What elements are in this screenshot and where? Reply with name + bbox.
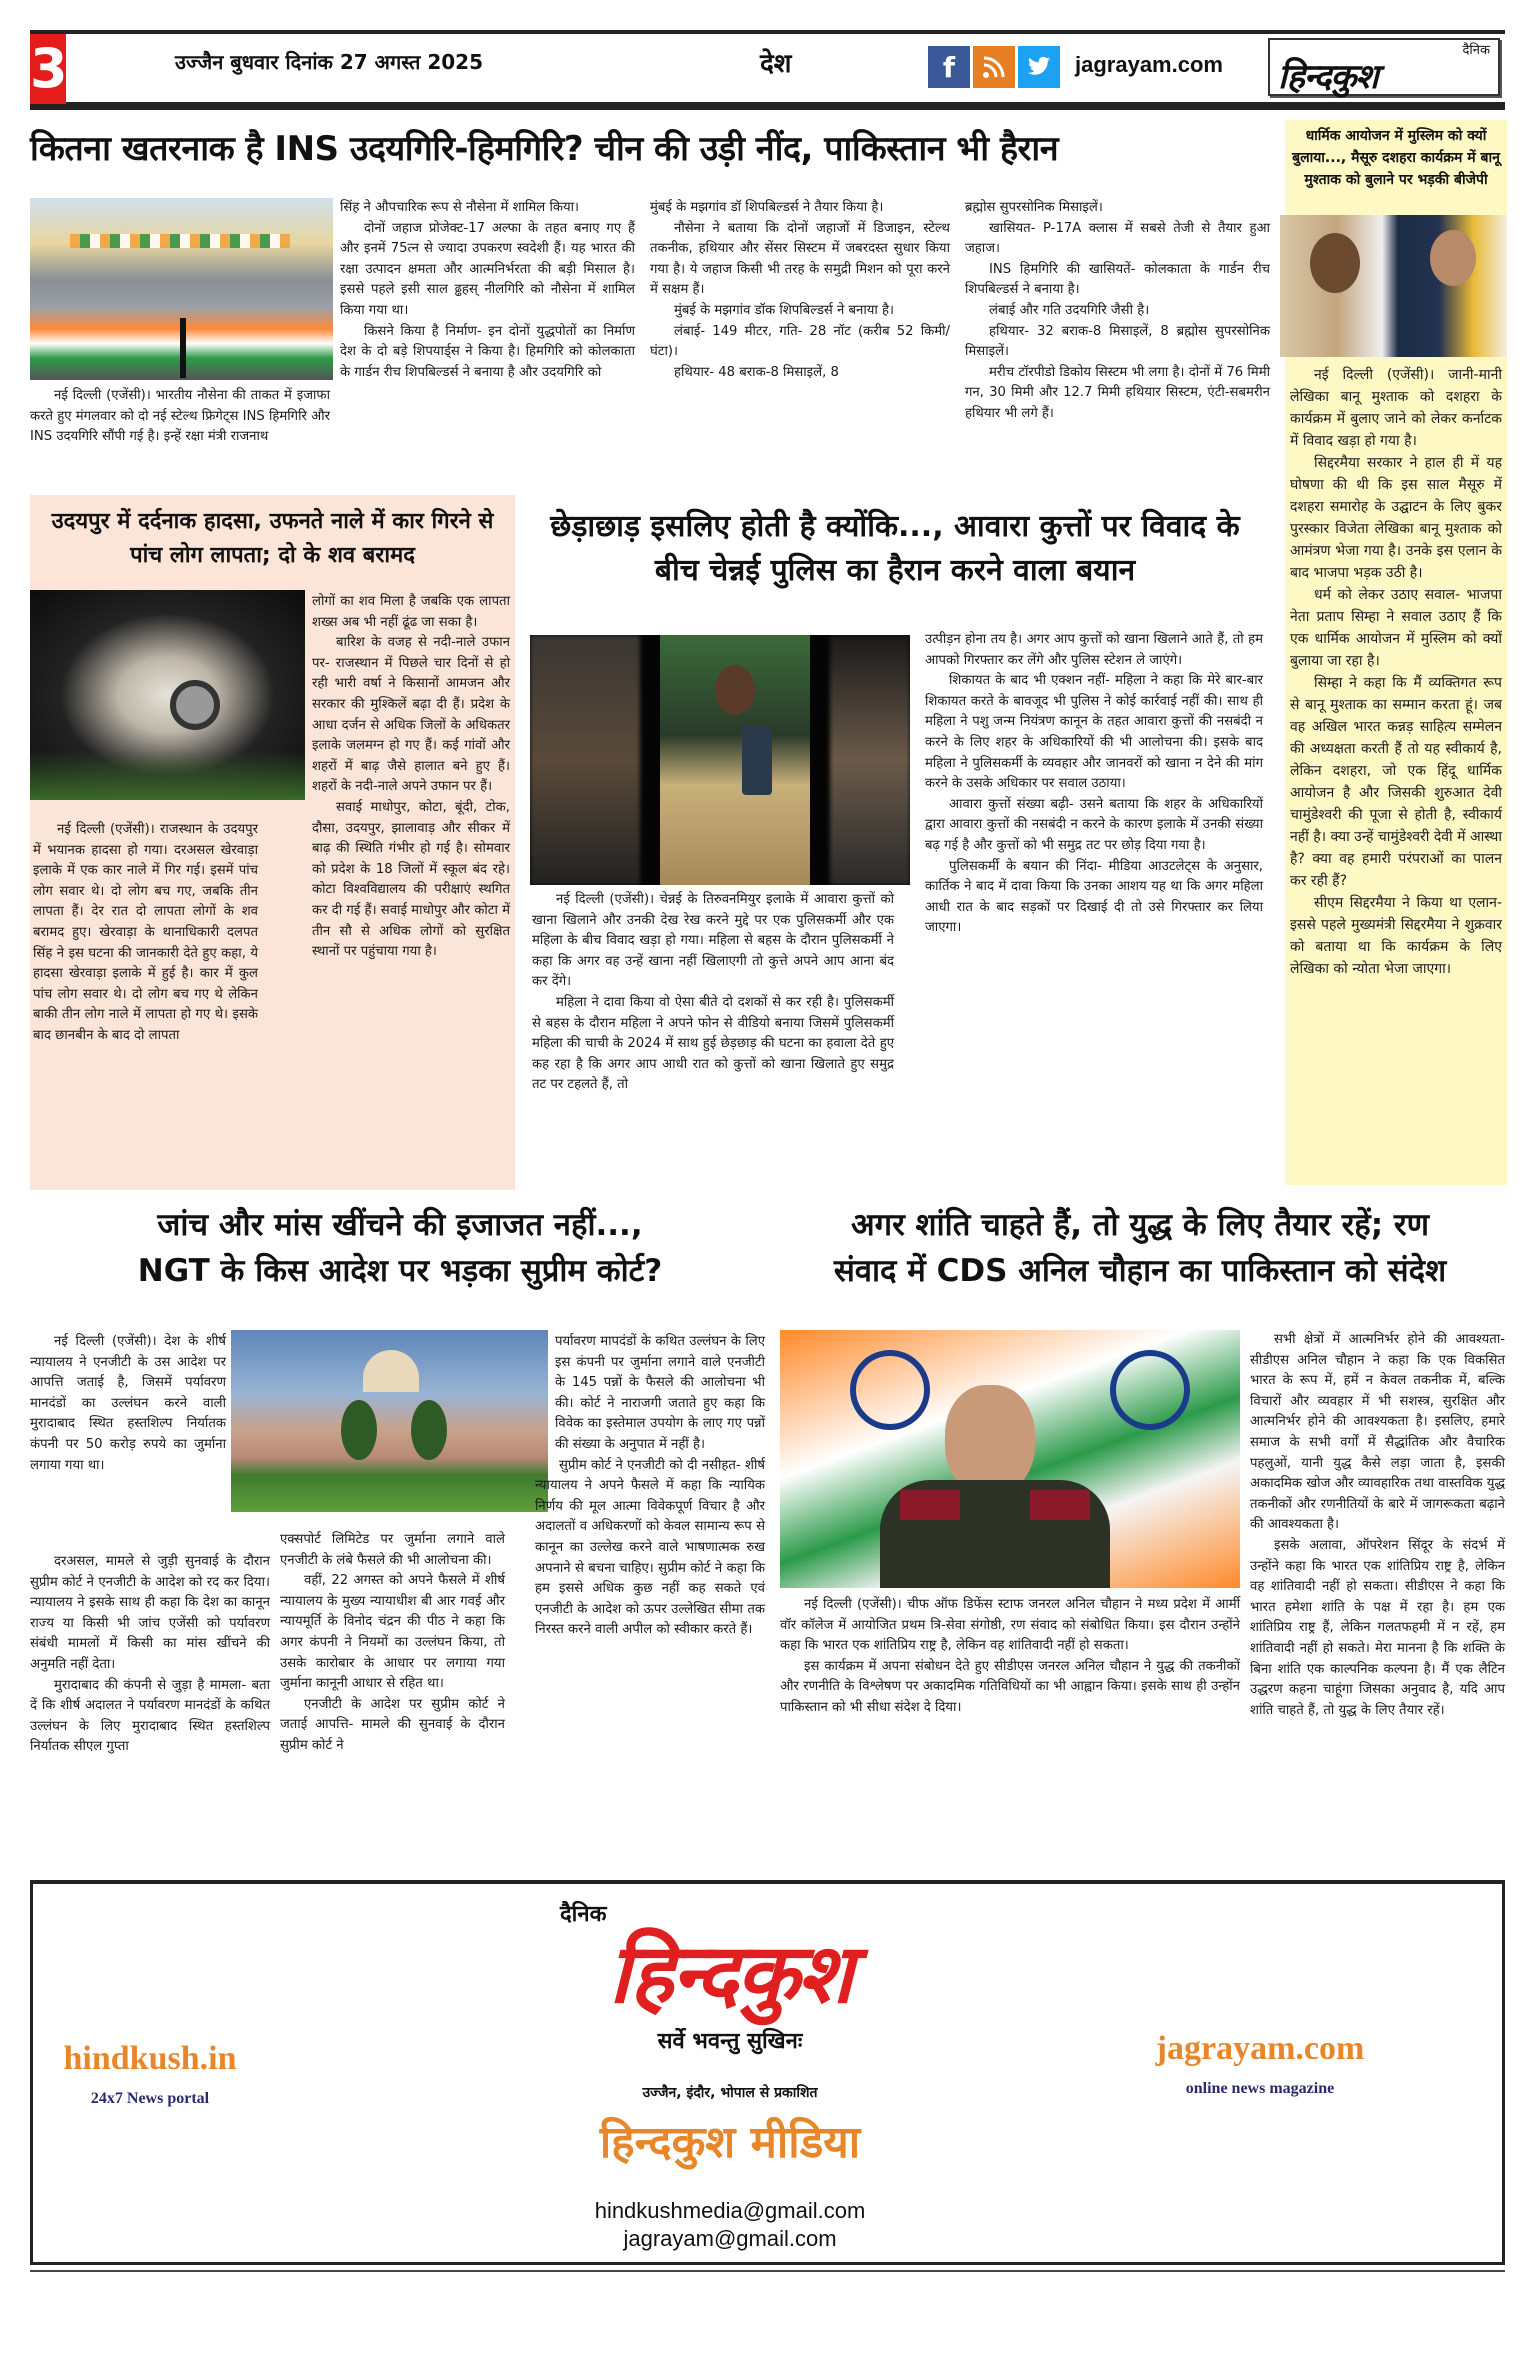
chennai-left-col: नई दिल्ली (एजेंसी)। चेन्नई के तिरुवनमियुर इलाके में आवारा कुत्तों को खाना खिलाने और उनकी देख रेख करने मुद्दे पर एक पुलिसकर्मी और एक महिला के बीच विवाद खड़ा हो गया। महिला से बहस के दौरान पुलिसकर्मी ने कहा कि अगर वह उन्हें खाना नहीं खिलाएगी तो कुत्ते अपने आप आना बंद कर देंगे। महिला ने दावा किया वो ऐसा बीते दो दशकों से कर रही है। पुलिसकर्मी से बहस के दौरान महिला ने अपने फोन से वीडियो बनाया जिसमें पुलिसकर्मी महिला की चाची के 2024 में साथ हुई छेड़छाड़ की घटना का हवाला देते हुए कह रहा है कि अगर आप आधी रात को कुत्तों को खाना खिलाते हुए समुद्र तट पर टहलते हैं, तो: [532, 892, 894, 1093]
ins-headline: कितना खतरनाक है INS उदयगिरि-हिमगिरि? चीन की उड़ी नींद, पाकिस्तान भी हैरान: [30, 129, 1059, 169]
chennai-right-col: उत्पीड़न होना तय है। अगर आप कुत्तों को खाना खिलाने आते हैं, तो हम आपको गिरफ्तार कर लेंगे और पुलिस स्टेशन ले जाएंगे। शिकायत के बाद भी एक्शन नहीं- महिला ने कहा कि मेरे बार-बार शिकायत करते के बावजूद भी पुलिस ने कोई कार्रवाई नहीं की। साथ ही महिला ने पशु जन्म नियंत्रण कानून के तहत आवारा कुत्तों की नसबंदी न करने के लिए शहर के अधिकारियों की भी आलोचना की। इसके बाद महिला ने पुलिसकर्मी के व्यवहार और जानवरों को खाना न देने की मांग करने के उसके अधिकार पर सवाल उठाया। आवारा कुत्तों संख्या बढ़ी- उसने बताया कि शहर के अधिकारियों द्वारा आवारा कुत्तों की नसबंदी न करने के कारण इलाके में उनकी संख्या बढ़ गई है और कुत्तों को भी समुद्र तट पर छोड़ दिया गया है। पुलिसकर्मी के बयान की निंदा- मीडिया आउटलेट्स के अनुसार, कार्तिक ने बाद में दावा किया कि उनका आशय यह था कि अगर महिला आधी रात के बाद सड़कों पर दिखाई दी तो उसे गिरफ्तार कर लिया जाएगा।: [925, 632, 1263, 936]
ad-email-1[interactable]: hindkushmedia@gmail.com: [594, 2198, 866, 2223]
ad-logo-prefix: दैनिक: [560, 1902, 607, 1927]
rss-icon[interactable]: [973, 46, 1015, 88]
cds-headline-line1: अगर शांति चाहते हैं, तो युद्ध के लिए तैयार रहें; रण: [850, 1207, 1430, 1243]
ad-published-from: उज्जैन, इंदौर, भोपाल से प्रकाशित: [642, 2085, 818, 2101]
twitter-icon[interactable]: [1018, 46, 1060, 88]
newspaper-logo: [1268, 38, 1500, 96]
ngt-headline-line1: जांच और मांस खींचने की इजाजत नहीं...,: [157, 1207, 643, 1243]
cds-left-col: नई दिल्ली (एजेंसी)। चीफ ऑफ डिफेंस स्टाफ जनरल अनिल चौहान ने मध्य प्रदेश में आर्मी वॉर कॉलेज में आयोजित प्रथम त्रि-सेवा संगोष्ठी, रण संवाद को संबोधित किया। इस दौरान उन्होंने कहा कि भारत एक शांतिप्रिय राष्ट्र है, लेकिन वह शांतिवादी नहीं हो सकता। इस कार्यक्रम में अपना संबोधन देते हुए सीडीएस जनरल अनिल चौहान ने युद्ध की तकनीकों और रणनीति के विश्लेषण पर अकादमिक गतिविधियों का भी आह्वान किया। इसके साथ ही उन्होंन पाकिस्तान को भी सीधा संदेश दे दिया।: [780, 1597, 1240, 1715]
footer-rule: [30, 2270, 1505, 2272]
ngt-headline-line2: NGT के किस आदेश पर भड़का सुप्रीम कोर्ट?: [137, 1253, 663, 1289]
ngt-headline: [30, 1202, 770, 1294]
section-label: देश: [760, 49, 792, 79]
logo-prefix: दैनिक: [1462, 43, 1490, 58]
logo-name: हिन्दकुश: [1278, 57, 1378, 97]
ship-photo: [30, 198, 333, 380]
ad-email-2[interactable]: jagrayam@gmail.com: [623, 2226, 837, 2251]
ad-logo-name: हिन्दकुश: [608, 1927, 852, 2022]
banu-headline: धार्मिक आयोजन में मुस्लिम को क्यों बुलाया..., मैसूरु दशहरा कार्यक्रम में बानू मुश्ताक को बुलाने पर भड़की बीजेपी: [1292, 128, 1500, 188]
cds-right-col: सभी क्षेत्रों में आत्मनिर्भर होने की आवश्यता-सीडीएस अनिल चौहान ने कहा कि एक विकसित भारत के रूप में, हमें न केवल तकनीक में, बल्कि विचारों और व्यवहार में भी सशस्त्र, सुरक्षित और आत्मनिर्भर होने की आवश्यकता है। इसलिए, हमारे समाज के सभी वर्गों में सैद्धांतिक और वैचारिक पहलुओं, यानी युद्ध कैसे लड़ा जाता है, इसकी अकादमिक खोज और व्यावहारिक तथा वास्तविक युद्ध तकनीकों और रणनीतियों के बारे में जागरूकता बढ़ाने की आवश्यकता है। इसके अलावा, ऑपरेशन सिंदूर के संदर्भ में उन्होंने कहा कि भारत एक शांतिप्रिय राष्ट्र है, लेकिन वह शांतिवादी नहीं हो सकता। सीडीएस ने कहा कि भारत हमेशा शांति के पक्ष में रहा है। हम एक शांतिप्रिय राष्ट्र हैं, लेकिन गलतफहमी में न रहें, हम शांतिवादी नहीं हो सकते। मेरा मानना है कि शक्ति के बिना शांति एक काल्पनिक कल्पना है। मैं एक लैटिन उद्धरण कहना चाहूंगा जिसका अनुवाद है, यदि आप शांति चाहते हैं, तो युद्ध के लिए तैयार रहें।: [1250, 1332, 1505, 1718]
cds-headline-line2: संवाद में CDS अनिल चौहान का पाकिस्तान को संदेश: [833, 1253, 1447, 1289]
cds-anil-chauhan-photo: [780, 1330, 1240, 1588]
udaipur-right-col: लोगों का शव मिला है जबकि एक लापता शख्स अब भी नहीं ढूंढ जा सका है। बारिश के वजह से नदी-नाले उफान पर- राजस्थान में पिछले चार दिनों से हो रही भारी वर्षा ने किसानों आमजन और सरकार की मुश्किलें बढ़ा दी हैं। प्रदेश के आधा दर्जन से अधिक जिलों के अधिकतर इलाके जलमग्न हो गए हैं। कई गांवों और शहरों में बाढ़ जैसे हालात बने हुए हैं। शहरों के नदी-नाले अपने उफान पर हैं। सवाई माधोपुर, कोटा, बूंदी, टोक, दौसा, उदयपुर, झालावाड़ और सीकर में बाढ़ की स्थिति गंभीर हो गई है। सोमवार को प्रदेश के 18 जिलों में स्कूल बंद रहे। कोटा विश्वविद्यालय की परीक्षाएं स्थगित कर दी गई हैं। सवाई माधोपुर और कोटा में तीन सौ से अधिक लोगों को सुरक्षित स्थानों पर पहुंचाया गया है।: [312, 594, 510, 960]
udaipur-left-col: नई दिल्ली (एजेंसी)। राजस्थान के उदयपुर में भयानक हादसा हो गया। दरअसल खेरवाड़ा इलाके में एक कार नाले में गिर गई। इसमें पांच लोग सवार थे। दो लोग बच गए, जबकि तीन लापता हैं। देर रात दो लापता लोगों के शव बरामद हुए। खेरवाड़ा के थानाधिकारी दलपत सिंह ने इस घटना की जानकारी देते हुए कहा, ये हादसा खेरवाड़ा इलाके में हुई है। कार में कुल पांच लोग सवार थे। दो लोग बच गए थे लेकिन बाकी तीन लोग नाले में लापता हो गए थे। इसके बाद छानबीन के बाद दो लापता: [33, 822, 258, 1043]
ngt-col3: पर्यावरण मापदंडों के कथित उल्लंघन के लिए इस कंपनी पर जुर्माना लगाने वाले एनजीटी के 145 पन्नों के फैसले की आलोचना भी की। कोर्ट ने नाराजगी जताते हुए कहा कि विवेक का इस्तेमाल उपयोग के लाए गए पन्नों की संख्या के अनुपात में नहीं है। सुप्रीम कोर्ट ने एनजीटी को दी नसीहत- शीर्ष न्यायालय ने अपने फैसले में कहा कि न्यायिक निर्णय की मूल आत्मा विवेकपूर्ण विचार है और अदालतों व अधिकरणों को केवल सामान्य रूप से कानून का उल्लेख करने वाले भाषणात्मक रुख अपनाने से बचना चाहिए। सुप्रीम कोर्ट ने कहा कि हम इससे अधिक कुछ नहीं कह सकते एवं एनजीटी के आदेश को ऊपर उल्लेखित सीमा तक निरस्त करने वाली अपील को स्वीकार करते हैं।: [535, 1334, 765, 1638]
cds-headline: [775, 1202, 1505, 1294]
ad-left-tagline: 24x7 News portal: [90, 2090, 210, 2107]
politicians-photo: [1280, 215, 1507, 357]
dateline: उज्जैन बुधवार दिनांक 27 अगस्त 2025: [175, 50, 484, 74]
chennai-headline: छेड़ाछाड़ इसलिए होती है क्योंकि..., आवारा कुत्तों पर विवाद के बीच चेन्नई पुलिस का हैरान करने वाला बयान: [550, 509, 1240, 588]
ngt-col1-bottom: दरअसल, मामले से जुड़ी सुनवाई के दौरान सुप्रीम कोर्ट ने एनजीटी के आदेश को रद कर दिया। न्यायालय ने इसके साथ ही कहा कि देश का कानून राज्य या किसी भी जांच एजेंसी को पर्यावरण संबंधी मामलों में किसी का मांस खींचने की अनुमति नहीं देता। मुरादाबाद की कंपनी से जुड़ा है मामला- बता दें कि शीर्ष अदालत ने पर्यावरण मानदंडों के कथित उल्लंघन के लिए मुरादाबाद स्थित हस्तशिल्प निर्यातक सीएल गुप्ता: [30, 1554, 270, 1755]
site-link[interactable]: jagrayam.com: [1075, 52, 1223, 77]
ins-col1: नई दिल्ली (एजेंसी)। भारतीय नौसेना की ताकत में इजाफा करते हुए मंगलवार को दो नई स्टेल्थ फ्रिगेट्स INS हिमगिरि और INS उदयगिरि सौंपी गई है। इन्हें रक्षा मंत्री राजनाथ: [30, 388, 330, 445]
ad-right-tagline: online news magazine: [1185, 2080, 1335, 2097]
ins-col3: मुंबई के मझगांव डॉ शिपबिल्डर्स ने तैयार किया है। नौसेना ने बताया कि दोनों जहाजों में डिजाइन, स्टेल्थ तकनीक, हथियार और सेंसर सिस्टम में जबरदस्त सुधार किया गया है। ये जहाज किसी भी तरह के समुद्री मिशन को पूरा करने में सक्षम हैं। मुंबई के मझगांव डॉक शिपबिल्डर्स ने बनाया है। लंबाई- 149 मीटर, गति- 28 नॉट (करीब 52 किमी/घंटा)। हथियार- 48 बराक-8 मिसाइलें, 8: [650, 200, 950, 380]
ad-right-site[interactable]: jagrayam.com: [1155, 2030, 1365, 2067]
ins-col4: ब्रह्मोस सुपरसोनिक मिसाइलें। खासियत- P-17A क्लास में सबसे तेजी से तैयार हुआ जहाज। INS हिमगिरि की खासियतें- कोलकाता के गार्डन रीच शिपबिल्डर्स ने बनाया है। लंबाई और गति उदयगिरि जैसी है। हथियार- 32 बराक-8 मिसाइलें, 8 ब्रह्मोस सुपरसोनिक मिसाइलें। मरीच टॉरपीडो डिकोय सिस्टम भी लगा है। दोनों में 76 मिमी गन, 30 मिमी और 12.7 मिमी हथियार सिस्टम, एंटी-सबमरीन हथियार भी लगे हैं।: [965, 200, 1270, 421]
facebook-icon[interactable]: f: [928, 46, 970, 88]
supreme-court-photo: [231, 1330, 548, 1512]
ad-media-name: हिन्दकुश मीडिया: [599, 2117, 861, 2168]
car-accident-photo: [30, 590, 305, 800]
ngt-col2: एक्सपोर्ट लिमिटेड पर जुर्माना लगाने वाले एनजीटी के लंबे फैसले की भी आलोचना की। वहीं, 22 अगस्त को अपने फैसले में शीर्ष न्यायालय के मुख्य न्यायाधीश बी आर गवई और न्यायमूर्ति के विनोद चंद्रन की पीठ ने कहा कि अगर कंपनी ने नियमों का उल्लंघन किया, तो उसके कारोबार के आधार पर लगाया गया जुर्माना कानूनी आधार से रहित था। एनजीटी के आदेश पर सुप्रीम कोर्ट ने जताई आपत्ति- मामले की सुनवाई के दौरान सुप्रीम कोर्ट ने: [280, 1532, 505, 1753]
udaipur-headline: उदयपुर में दर्दनाक हादसा, उफनते नाले में कार गिरने से पांच लोग लापता; दो के शव बरामद: [51, 509, 494, 568]
social-icons: [928, 46, 1060, 88]
policeman-video-still: [530, 635, 910, 885]
banu-body: नई दिल्ली (एजेंसी)। जानी-मानी लेखिका बानू मुश्ताक को दशहरा के कार्यक्रम में बुलाए जाने को लेकर कर्नाटक में विवाद खड़ा हो गया है। सिद्दरमैया सरकार ने हाल ही में यह घोषणा की थी कि इस साल मैसूरु में दशहरा समारोह के उद्घाटन के लिए बुकर पुरस्कार विजेता लेखिका बानू मुश्ताक को आमंत्रण भेजा गया है। उनके इस एलान के बाद भाजपा भड़क उठी है। धर्म को लेकर उठाए सवाल- भाजपा नेता प्रताप सिम्हा ने सवाल उठाए हैं कि एक धार्मिक आयोजन में मुस्लिम को क्यों बुलाया जा रहा है। सिम्हा ने कहा कि मैं व्यक्तिगत रूप से बानू मुश्ताक का सम्मान करता हूं। जब वह अखिल भारत कन्नड़ साहित्य सम्मेलन की अध्यक्षता करती हैं तो यह स्वीकार्य है, लेकिन दशहरा, जो एक हिंदू धार्मिक आयोजन है और जिसकी शुरुआत देवी चामुंडेश्वरी की पूजा से होती है, स्वीकार्य नहीं है। क्या उन्हें चामुंडेश्वरी देवी में आस्था है? क्या वह हमारी परंपराओं का पालन कर रही हैं? सीएम सिद्दरमैया ने किया था एलान- इससे पहले मुख्यमंत्री सिद्दरमैया ने शुक्रवार को बताया था कि कार्यक्रम के लिए लेखिका को न्योता भेजा जाएगा।: [1290, 367, 1502, 977]
ad-left-site[interactable]: hindkush.in: [63, 2040, 237, 2077]
page-number: 3: [30, 34, 66, 104]
ad-motto: सर्वे भवन्तु सुखिनः: [657, 2029, 803, 2054]
ngt-col1-top: नई दिल्ली (एजेंसी)। देश के शीर्ष न्यायालय ने एनजीटी के उस आदेश पर आपत्ति जताई है, जिसमें पर्यावरण मानदंडों का उल्लंघन करने वाली मुरादाबाद स्थित हस्तशिल्प निर्यातक कंपनी पर 50 करोड़ रुपये का जुर्माना लगाया गया था।: [30, 1334, 226, 1473]
ins-col2: सिंह ने औपचारिक रूप से नौसेना में शामिल किया। दोनों जहाज प्रोजेक्ट-17 अल्फा के तहत बनाए गए हैं और इनमें 75त्न से ज्यादा उपकरण स्वदेशी हैं। यह भारत की रक्षा उत्पादन क्षमता और आत्मनिर्भरता की बड़ी मिसाल है। इससे पहले इसी साल ढ्ढहस् नीलगिरि को नौसेना में शामिल किया गया था। किसने किया है निर्माण- इन दोनों युद्धपोतों का निर्माण देश के दो बड़े शिपयार्ड्स ने किया है। हिमगिरि को कोलकाता के गार्डन रीच शिपबिल्डर्स ने बनाया है और उदयगिरि को: [340, 200, 635, 380]
